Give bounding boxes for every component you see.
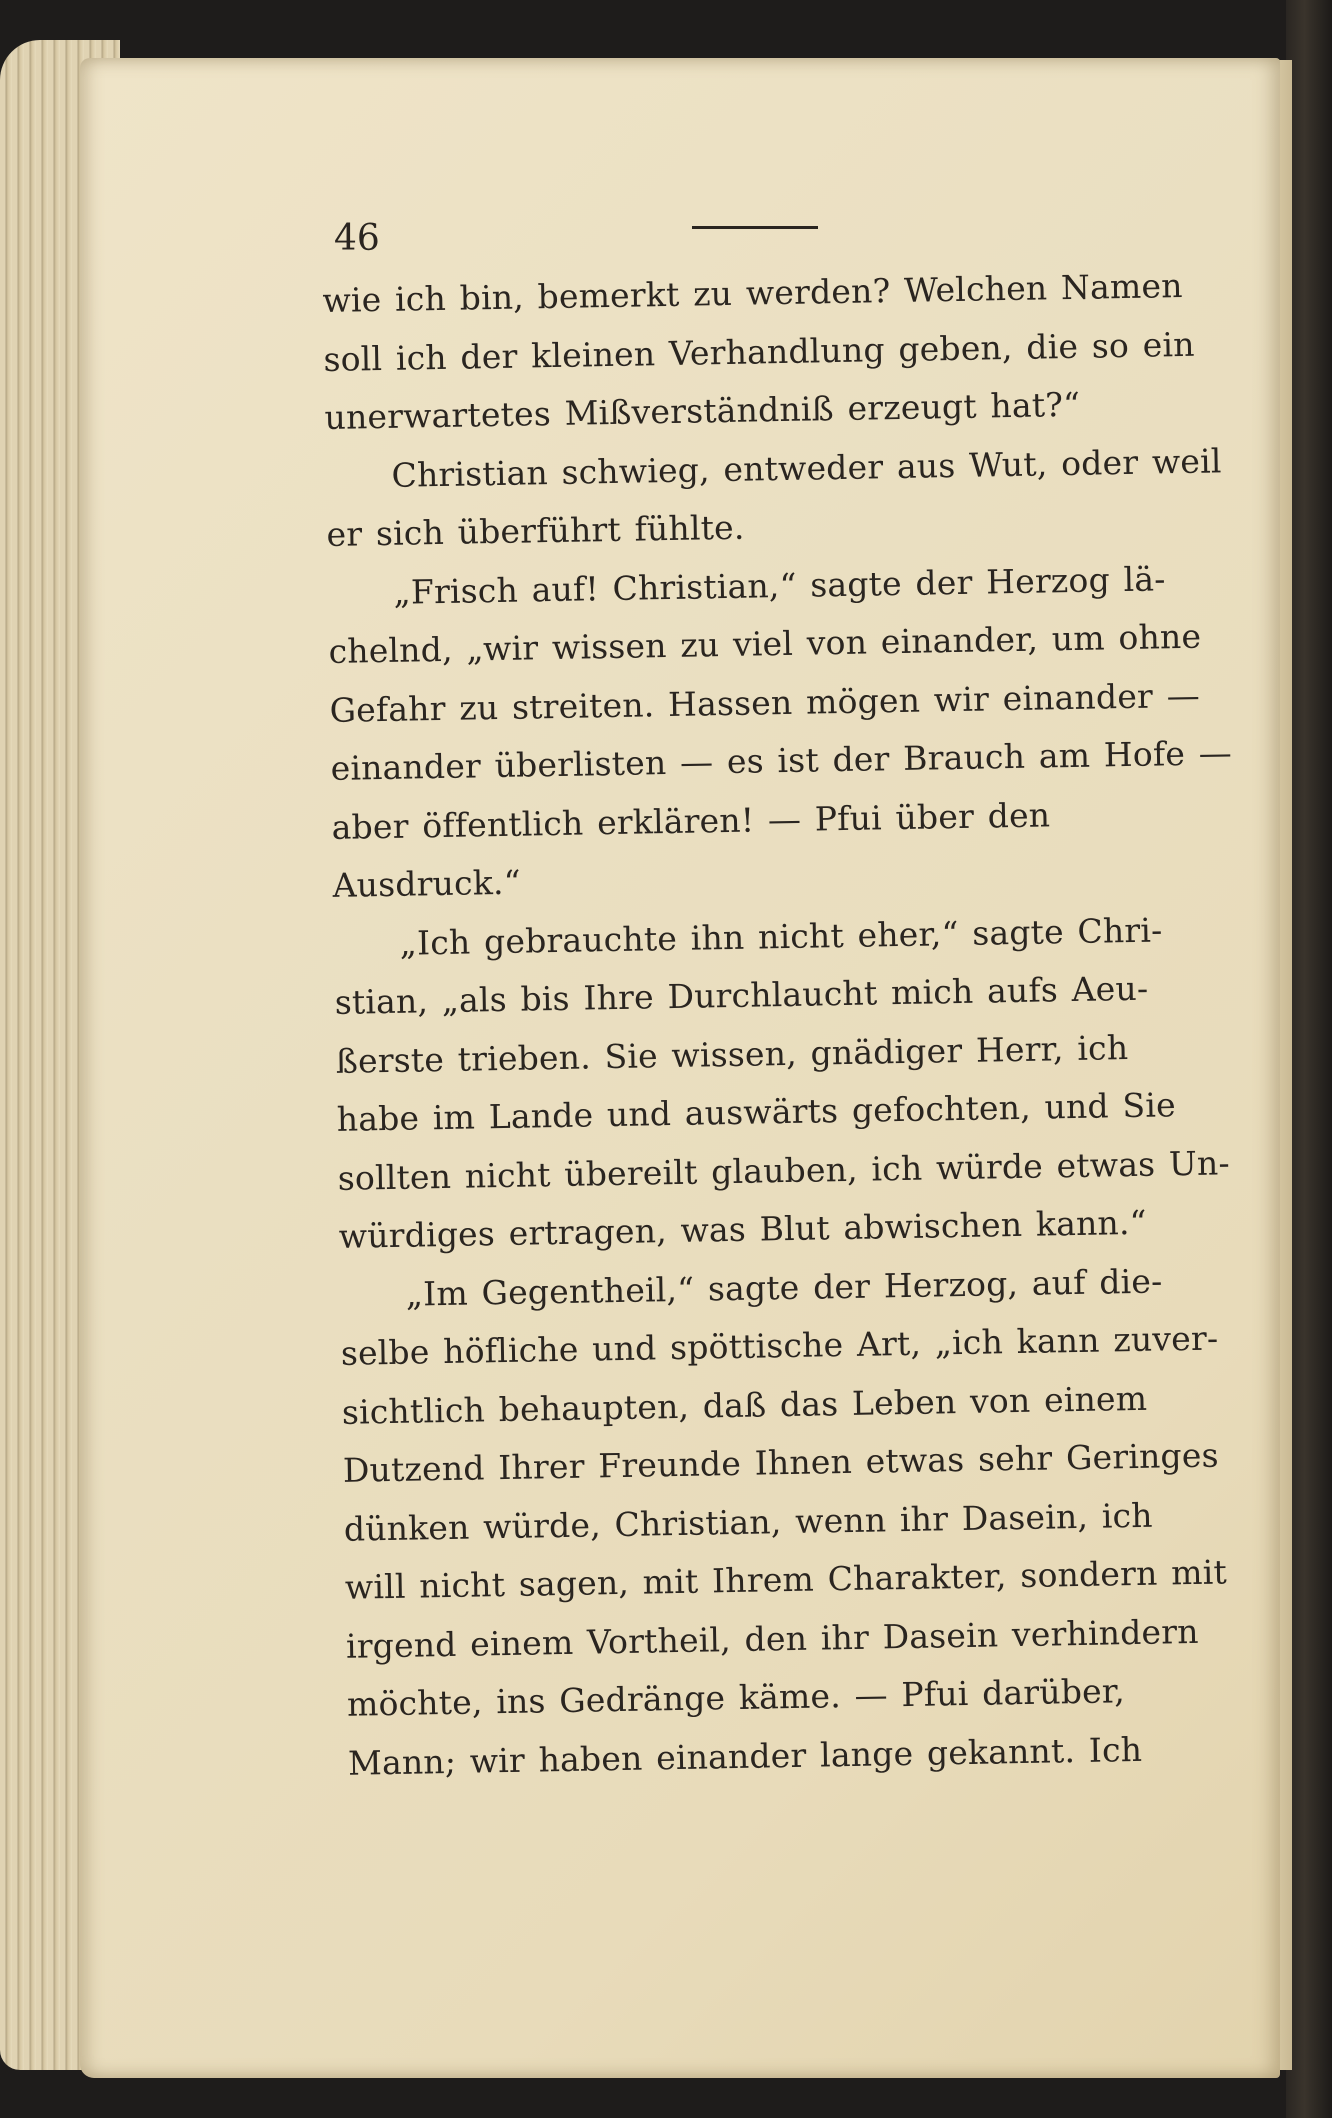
text-line: Christian schwieg, entweder aus Wut, oder weil [391, 440, 1222, 495]
page-number: 46 [334, 218, 380, 259]
page-content [322, 212, 1233, 1793]
text-line: ßerste trieben. Sie wissen, gnädiger Herr, ich [335, 1027, 1129, 1081]
text-line: selbe höfliche und spöttische Art, „ich kann zuver- [340, 1318, 1219, 1373]
text-line: sichtlich behaupten, daß das Leben von einem [341, 1378, 1148, 1432]
text-line: wie ich bin, bemerkt zu werden? Welchen Namen [322, 265, 1183, 320]
text-line: sollten nicht übereilt glauben, ich würde etwas Un- [337, 1142, 1231, 1198]
text-line: stian, „als bis Ihre Durchlaucht mich aufs Aeu- [334, 968, 1149, 1022]
text-line: irgend einem Vortheil, den ihr Dasein verhindern [345, 1611, 1199, 1666]
text-line: chelnd, „wir wissen zu viel von einander, um ohne [328, 616, 1202, 671]
body-text [322, 257, 1233, 1793]
text-line: Dutzend Ihrer Freunde Ihnen etwas sehr Geringes [342, 1435, 1219, 1490]
text-line: möchte, ins Gedränge käme. — Pfui darüber, [346, 1671, 1126, 1724]
text-line: würdiges ertragen, was Blut abwischen kann.“ [338, 1202, 1148, 1256]
text-line: unerwartetes Mißverständniß erzeugt hat?“ [324, 384, 1081, 437]
text-line: soll ich der kleinen Verhandlung geben, die so ein [323, 324, 1195, 379]
text-line: Mann; wir haben einander lange gekannt. Ich [347, 1729, 1143, 1783]
book-cover-edge [1286, 0, 1332, 2118]
text-line: er sich überführt fühlte. [326, 507, 745, 554]
text-line: aber öffentlich erklären! — Pfui über den [331, 794, 1051, 847]
text-line: einander überlisten — es ist der Brauch am Hofe — [330, 733, 1233, 788]
text-line: habe im Lande und auswärts gefochten, und Sie [336, 1085, 1177, 1139]
text-line: „Frisch auf! Christian,“ sagte der Herzog lä- [393, 558, 1166, 612]
text-line: Ausdruck.“ [332, 862, 522, 905]
text-line: Gefahr zu streiten. Hassen mögen wir einander — [329, 675, 1201, 730]
text-line: dünken würde, Christian, wenn ihr Dasein, ich [343, 1495, 1153, 1549]
header-rule [692, 226, 818, 229]
text-line: „Im Gegentheil,“ sagte der Herzog, auf die- [405, 1260, 1163, 1314]
text-line: „Ich gebrauchte ihn nicht eher,“ sagte Chri- [399, 909, 1163, 963]
text-line: will nicht sagen, mit Ihrem Charakter, sondern mit [344, 1552, 1228, 1607]
